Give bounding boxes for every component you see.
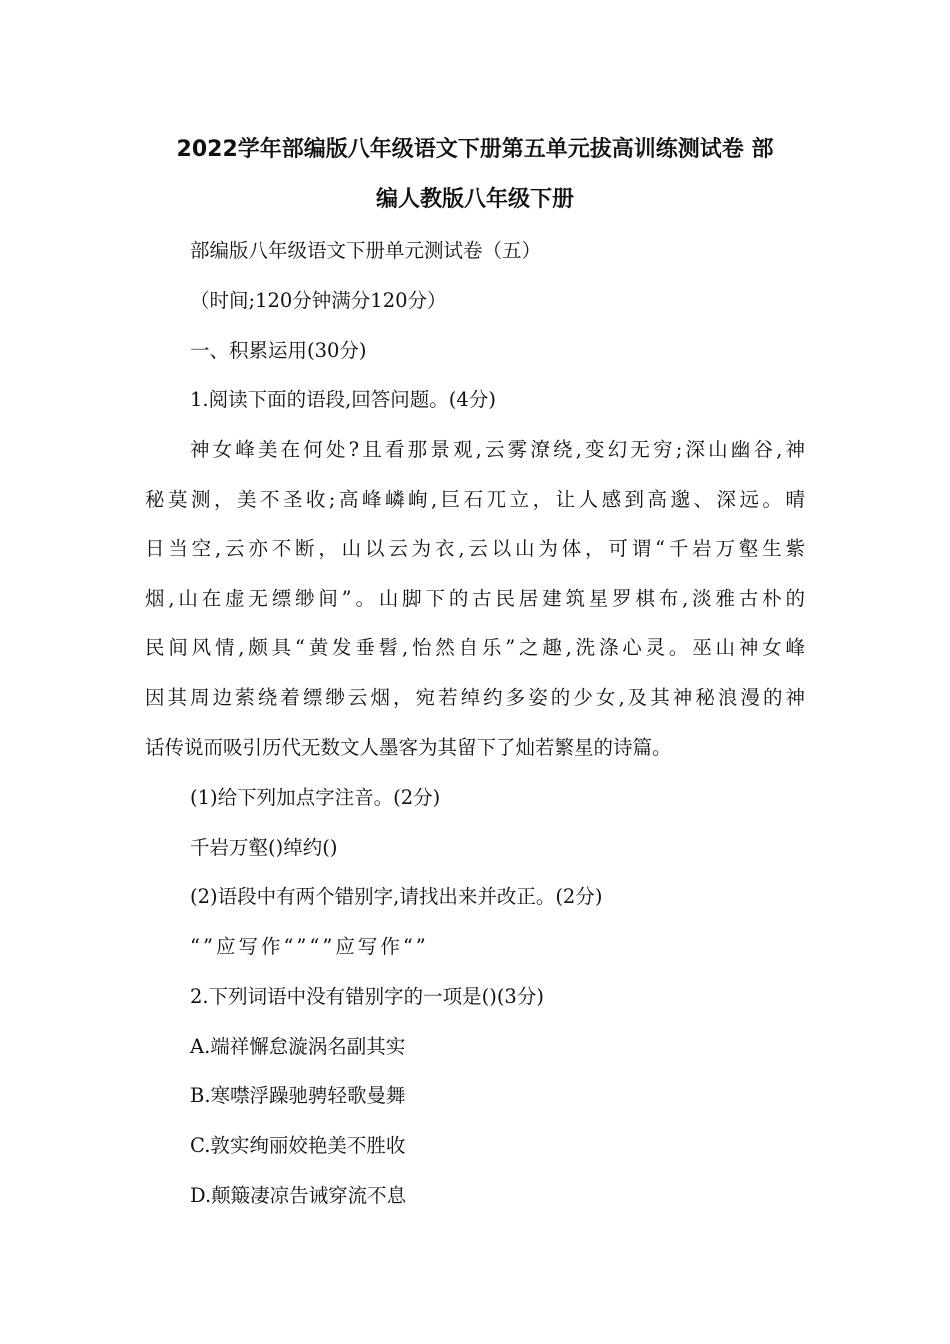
question-1-part-1: (1)给下列加点字注音。(2分): [190, 786, 441, 809]
question-1-part-1-items: 千岩万壑()绰约(): [190, 836, 338, 859]
document-title-line-2: 编人教版八年级下册: [375, 187, 574, 212]
passage-line: 因其周边萦绕着缥缈云烟，宛若绰约多姿的少女,及其神秘浪漫的神: [145, 686, 805, 709]
option-a: A.端祥懈怠漩涡名副其实: [190, 1035, 406, 1058]
option-d: D.颠簸凄凉告诫穿流不息: [190, 1184, 407, 1207]
section-heading: 一、积累运用(30分): [190, 339, 367, 362]
passage-line: 神女峰美在何处?且看那景观,云雾潦绕,变幻无穷;深山幽谷,神: [190, 438, 805, 461]
question-1: 1.阅读下面的语段,回答问题。(4分): [190, 388, 496, 411]
question-2: 2.下列词语中没有错别字的一项是()(3分): [190, 985, 544, 1008]
passage-line: 话传说而吸引历代无数文人墨客为其留下了灿若繁星的诗篇。: [145, 736, 672, 759]
passage-line: 日当空,云亦不断，山以云为衣,云以山为体，可谓“千岩万壑生紫: [145, 537, 805, 560]
option-c: C.敦实绚丽姣艳美不胜收: [190, 1134, 406, 1157]
time-info: （时间;120分钟满分120分）: [190, 289, 447, 312]
option-b: B.寒噤浮躁驰骋轻歌曼舞: [190, 1084, 406, 1107]
passage-line: 民间风情,颇具“黄发垂髫,怡然自乐”之趣,洗涤心灵。巫山神女峰: [145, 636, 805, 659]
test-subtitle: 部编版八年级语文下册单元测试卷（五）: [190, 239, 542, 262]
question-1-part-2-blanks: “”应写作“”“”应写作“”: [190, 935, 429, 958]
passage-line: 秘莫测，美不圣收;高峰嶙峋,巨石兀立，让人感到高邈、深远。晴: [145, 488, 805, 511]
question-1-part-2: (2)语段中有两个错别字,请找出来并改正。(2分): [190, 885, 603, 908]
document-title-line-1: 2022学年部编版八年级语文下册第五单元拔高训练测试卷 部: [176, 137, 774, 162]
passage-line: 烟,山在虚无缥缈间”。山脚下的古民居建筑星罗棋布,淡雅古朴的: [145, 587, 805, 610]
